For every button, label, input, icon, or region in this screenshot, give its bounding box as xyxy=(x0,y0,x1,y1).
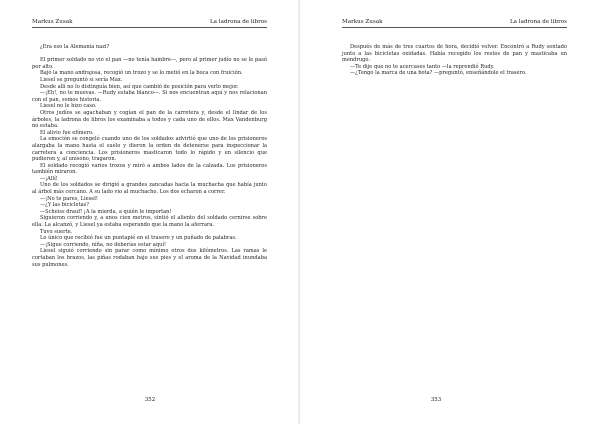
paragraph: El soldado recogió varios trozos y miró a ambos lados de la calzada. Los prisioneros también miraron. xyxy=(32,162,267,176)
header-title: La ladrona de libros xyxy=(509,19,567,25)
paragraph: —¡No te pares, Liesel! xyxy=(40,195,98,202)
paragraph: —¡Eh!, no te muevas. —Rudy estaba blanco—. Si nos encuentran aquí y nos relacionan con el pan, somos historia. xyxy=(32,90,267,103)
paragraph: El alivio fue efímero. xyxy=(40,129,94,136)
paragraph: —¡Allí! xyxy=(40,175,58,182)
header-author: Markus Zusak xyxy=(342,19,383,25)
paragraph: —Scheiss drauf! ¡A la mierda, a quién le importan! xyxy=(40,208,172,215)
paragraph: El primer soldado no vio el pan —no tenía hambre—, pero al primer judío no se le pasó por alto. xyxy=(32,57,267,70)
left-page-header xyxy=(32,18,267,28)
paragraph: Siguieron corriendo y, a unos cien metros, sintió el aliento del soldado cernirse sobre ella. La alcanzó, y Liesel ya estaba esperando que la mano la aferrara. xyxy=(32,215,267,229)
paragraph: Lo único que recibió fue un puntapié en el trasero y un puñado de palabras. xyxy=(40,235,237,242)
paragraph: Bajó la mano andrajosa, recogió un trozo y se lo metió en la boca con fruición. xyxy=(40,70,243,77)
page-number: 353 xyxy=(430,397,442,403)
page-number: 352 xyxy=(144,397,156,403)
right-page xyxy=(300,0,600,424)
paragraph: —¿Tengo la marca de una bota? —preguntó, enseñándole el trasero. xyxy=(350,70,527,77)
paragraph: Desde allí no lo distinguía bien, así que cambió de posición para verlo mejor. xyxy=(40,83,239,90)
paragraph: Otros judíos se agachaban y cogían el pan de la carretera y, desde el lindar de los árboles, la ladrona de libros los examinaba a todos y cada uno de ellos. Max Vandenburg no estaba. xyxy=(32,109,267,130)
paragraph: Después de más de tres cuartos de hora, decidió volver. Encontró a Rudy sentado junto a las bicicletas oxidadas. Había recogido los restos de pan y masticaba un mendrugo. xyxy=(342,44,567,64)
right-page-header xyxy=(342,18,567,28)
left-page-body xyxy=(32,44,267,268)
paragraph: La emoción se congeló cuando uno de los soldados advirtió que uno de los prisioneros alargaba la mano hasta el suelo y dieron la orden de detenerse para inspeccionar la carretera a conciencia. Los prisioneros masticaron todo lo rápido y en silencio que pudieron y, al unísono, tragaron. xyxy=(32,136,267,163)
paragraph: Liesel no le hizo caso. xyxy=(40,103,97,110)
paragraph: —Te dije que no te acercases tanto —la reprendió Rudy. xyxy=(350,63,495,70)
header-author: Markus Zusak xyxy=(32,19,73,25)
paragraph: Liesel siguió corriendo sin parar como mínimo otros dos kilómetros. Las ramas le cortaban los brazos, las piñas rodaban bajo sus pies y el aroma de la Navidad inundaba sus pulmones. xyxy=(32,248,267,268)
paragraph: Liesel se preguntó si sería Max. xyxy=(40,76,123,83)
paragraph: —¡Sigue corriendo, niña, no deberías estar aquí! xyxy=(40,241,167,248)
right-page-body xyxy=(342,44,567,77)
paragraph: Tuvo suerte. xyxy=(40,228,73,235)
paragraph: ¿Era eso la Alemania nazi? xyxy=(40,44,110,50)
paragraph: —¿Y las bicicletas? xyxy=(40,202,90,209)
paragraph: Uno de los soldados se dirigió a grandes zancadas hacia la muchacha que había junto al árbol más cercano. A su lado vio al muchacho. Los dos echaron a correr. xyxy=(32,182,267,196)
header-title: La ladrona de libros xyxy=(209,19,267,25)
